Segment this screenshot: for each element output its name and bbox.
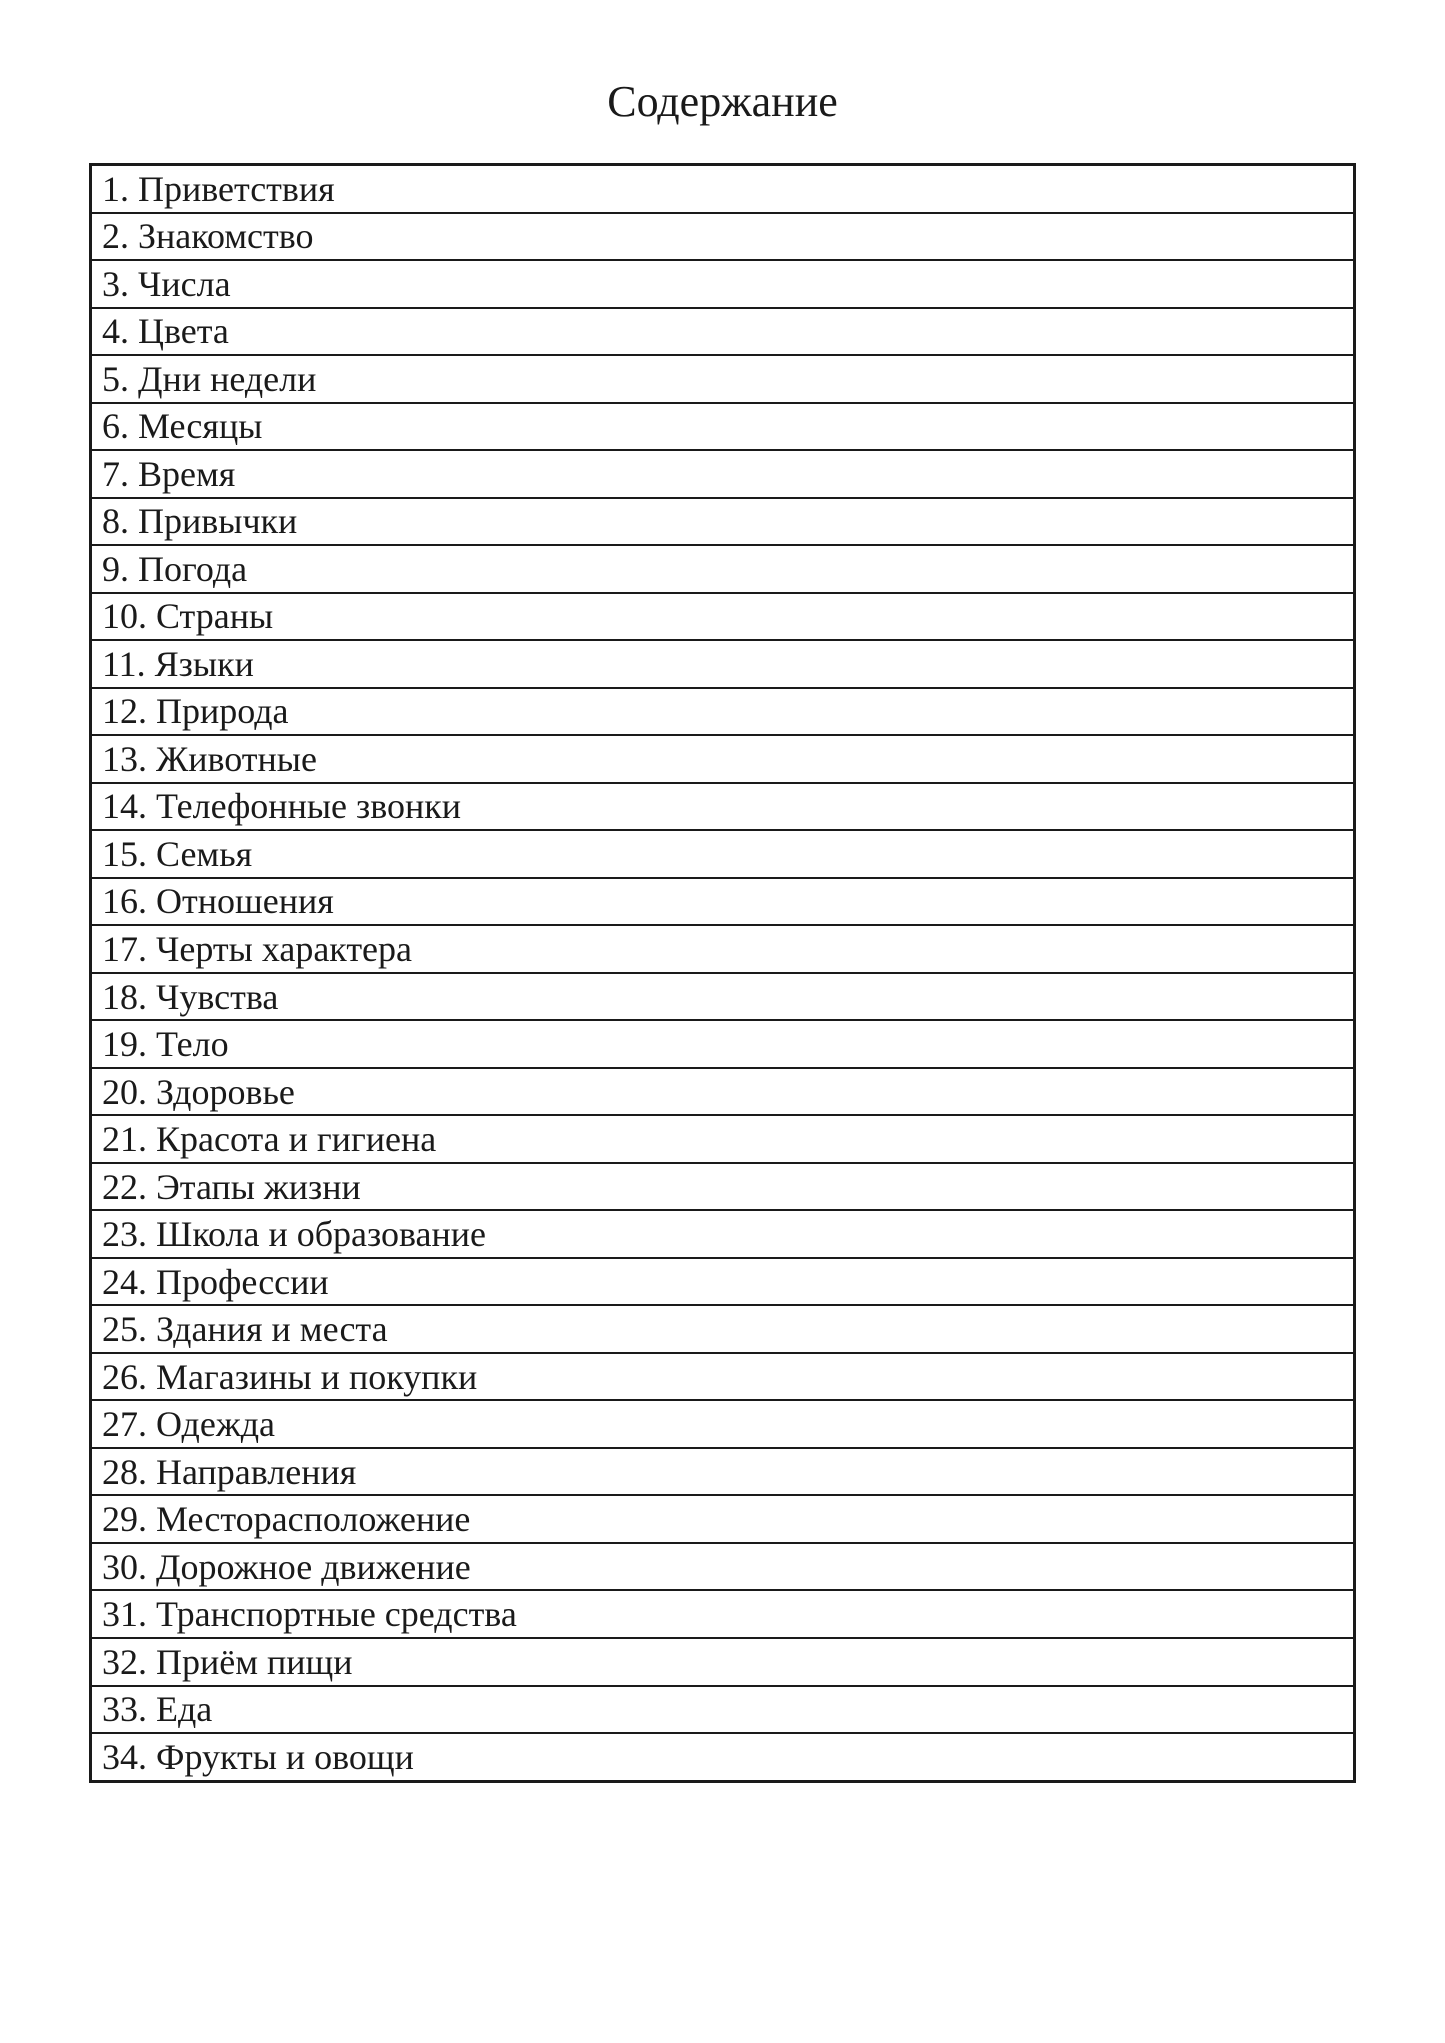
toc-entry-label: 8. Привычки (102, 501, 298, 542)
toc-entry-label: 12. Природа (102, 691, 289, 732)
toc-entry-label: 15. Семья (102, 833, 253, 874)
toc-entry-label: 7. Время (102, 453, 236, 494)
toc-row (92, 546, 1353, 594)
toc-entry-label: 24. Профессии (102, 1261, 329, 1302)
toc-entry-label: 10. Страны (102, 596, 274, 637)
toc-row (92, 974, 1353, 1022)
toc-entry-label: 13. Животные (102, 738, 317, 779)
toc-entry-label: 29. Месторасположение (102, 1499, 471, 1540)
toc-entry-label: 27. Одежда (102, 1404, 275, 1445)
toc-row (92, 309, 1353, 357)
toc-row (92, 1354, 1353, 1402)
toc-row (92, 1116, 1353, 1164)
toc-entry-label: 9. Погода (102, 548, 248, 589)
toc-entry-label: 23. Школа и образование (102, 1214, 487, 1255)
toc-row (92, 1211, 1353, 1259)
toc-row (92, 879, 1353, 927)
toc-row (92, 1259, 1353, 1307)
toc-row (92, 594, 1353, 642)
toc-row (92, 451, 1353, 499)
toc-entry-label: 4. Цвета (102, 311, 229, 352)
page-title: Содержание (607, 77, 838, 126)
toc-row (92, 1496, 1353, 1544)
toc-row (92, 1306, 1353, 1354)
toc-entry-label: 17. Черты характера (102, 929, 413, 969)
toc-row (92, 1734, 1353, 1780)
toc-row (92, 214, 1353, 262)
toc-entry-label: 1. Приветствия (102, 168, 335, 209)
toc-entry-label: 21. Красота и гигиена (102, 1119, 437, 1160)
toc-entry-label: 3. Числа (102, 263, 231, 304)
toc-entry-label: 33. Еда (102, 1689, 213, 1730)
toc-row (92, 499, 1353, 547)
toc-entry-label: 19. Тело (102, 1024, 229, 1065)
toc-entry-label: 14. Телефонные звонки (102, 786, 461, 827)
toc-row (92, 1544, 1353, 1592)
toc-entry-label: 11. Языки (102, 643, 254, 684)
toc-row (92, 1639, 1353, 1687)
toc-entry-label: 34. Фрукты и овощи (102, 1736, 414, 1777)
toc-row (92, 1401, 1353, 1449)
toc-row (92, 736, 1353, 784)
toc-row (92, 166, 1353, 214)
toc-row (92, 261, 1353, 309)
toc-row (92, 831, 1353, 879)
toc-entry-label: 6. Месяцы (102, 406, 263, 447)
toc-table (89, 163, 1356, 1783)
toc-row (92, 1021, 1353, 1069)
toc-row (92, 356, 1353, 404)
toc-row (92, 926, 1353, 974)
toc-entry-label: 2. Знакомство (102, 216, 314, 257)
toc-entry-label: 25. Здания и места (102, 1309, 388, 1350)
toc-entry-label: 28. Направления (102, 1451, 357, 1492)
toc-entry-label: 31. Транспортные средства (102, 1594, 517, 1635)
toc-row (92, 641, 1353, 689)
toc-row (92, 784, 1353, 832)
toc-entry-label: 20. Здоровье (102, 1071, 295, 1112)
toc-entry-label: 30. Дорожное движение (102, 1546, 471, 1587)
toc-entry-label: 22. Этапы жизни (102, 1166, 361, 1207)
toc-row (92, 404, 1353, 452)
toc-row (92, 1687, 1353, 1735)
toc-entry-label: 32. Приём пищи (102, 1641, 353, 1682)
toc-entry-label: 18. Чувства (102, 976, 279, 1017)
toc-row (92, 1591, 1353, 1639)
toc-row (92, 1164, 1353, 1212)
toc-entry-label: 5. Дни недели (102, 358, 317, 399)
toc-row (92, 689, 1353, 737)
toc-row (92, 1449, 1353, 1497)
toc-row (92, 1069, 1353, 1117)
toc-entry-label: 26. Магазины и покупки (102, 1356, 478, 1397)
toc-entry-label: 16. Отношения (102, 881, 334, 922)
